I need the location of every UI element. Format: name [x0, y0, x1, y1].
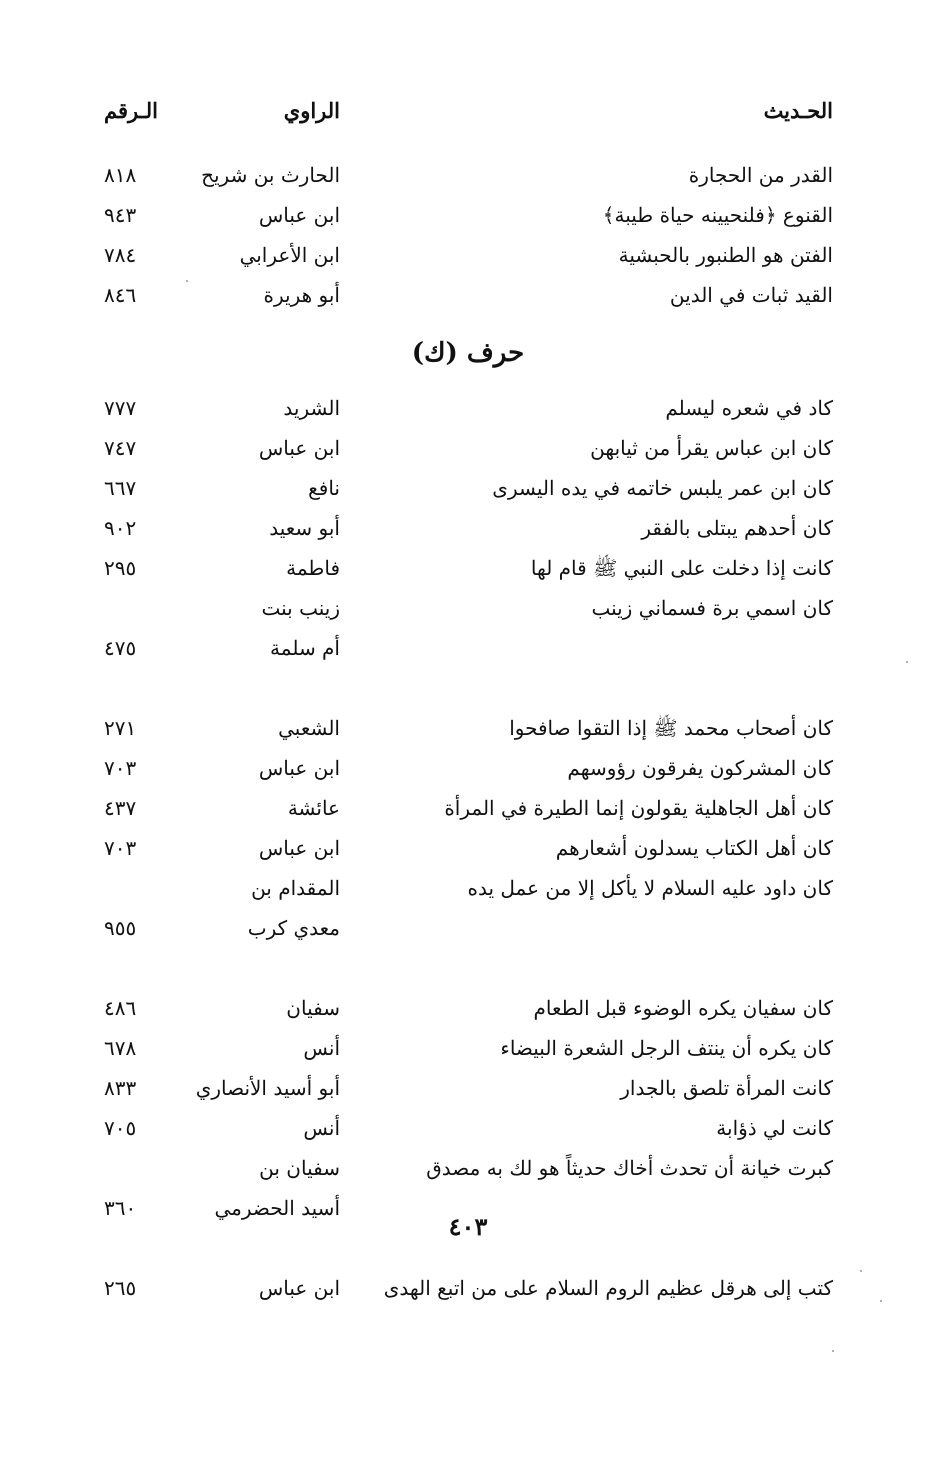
entry-narrator: عائشة	[287, 796, 340, 820]
entry-row	[0, 993, 936, 1033]
entry-narrator: أسيد الحضرمي	[214, 1196, 340, 1220]
entry-row	[0, 513, 936, 553]
entry-hadith: كتب إلى هرقل عظيم الروم السلام على من اتبع الهدى	[383, 1276, 833, 1300]
entry-row	[0, 753, 936, 793]
entry-row	[0, 160, 936, 200]
entry-number: ٤٨٦	[104, 996, 137, 1020]
entry-row	[0, 280, 936, 320]
entry-number: ٧٠٣	[104, 836, 137, 860]
entry-row	[0, 240, 936, 280]
entry-hadith: كان يكره أن ينتف الرجل الشعرة البيضاء	[500, 1036, 833, 1060]
entry-narrator: سفيان بن	[259, 1156, 340, 1180]
entry-narrator: ابن عباس	[258, 436, 340, 460]
entry-narrator: ابن عباس	[258, 836, 340, 860]
entry-narrator: ابن عباس	[258, 1276, 340, 1300]
entry-number: ٧٠٥	[104, 1116, 137, 1140]
entry-row	[0, 1273, 936, 1313]
entry-number: ٩٥٥	[104, 916, 137, 940]
entry-number: ٧٠٣	[104, 756, 137, 780]
entry-row	[0, 1073, 936, 1113]
entry-narrator: أبو أسيد الأنصاري	[195, 1076, 340, 1100]
entry-number: ٧٤٧	[104, 436, 137, 460]
entry-narrator: زينب بنت	[261, 596, 340, 620]
entry-hadith: كان أهل الكتاب يسدلون أشعارهم	[555, 836, 833, 860]
column-headers	[0, 98, 936, 138]
entry-narrator: فاطمة	[286, 556, 340, 580]
entry-row	[0, 593, 936, 633]
entry-narrator: ابن الأعرابي	[239, 243, 340, 267]
entry-row	[0, 1113, 936, 1153]
entry-number: ٩٤٣	[104, 203, 137, 227]
entry-row	[0, 553, 936, 593]
entry-row	[0, 1033, 936, 1073]
entry-hadith: كانت المرأة تلصق بالجدار	[620, 1076, 833, 1100]
header-number: الـرقم	[104, 98, 158, 123]
entry-hadith: كاد في شعره ليسلم	[665, 396, 833, 420]
entry-hadith: كان داود عليه السلام لا يأكل إلا من عمل يده	[467, 876, 833, 900]
entry-hadith: كان أهل الجاهلية يقولون إنما الطيرة في المرأة	[444, 796, 833, 820]
section-title: حرف (ك)	[411, 338, 525, 368]
entry-narrator: أم سلمة	[270, 636, 340, 660]
entry-number: ٩٠٢	[104, 516, 137, 540]
entry-narrator: الشعبي	[278, 716, 340, 740]
scan-speck	[832, 1350, 834, 1352]
entry-hadith: كانت إذا دخلت على النبي ﷺ قام لها	[530, 556, 833, 580]
entry-hadith: القيد ثبات في الدين	[669, 283, 833, 307]
scan-speck	[906, 661, 908, 663]
entry-narrator: الشريد	[283, 396, 340, 420]
entry-row	[0, 913, 936, 953]
entry-narrator: ابن عباس	[258, 203, 340, 227]
entries-group-1	[0, 160, 936, 320]
entries-group-2	[0, 393, 936, 1313]
entry-narrator: سفيان	[286, 996, 340, 1020]
entry-row	[0, 833, 936, 873]
entry-hadith: كان ابن عباس يقرأ من ثيابهن	[590, 436, 833, 460]
entry-narrator: ابن عباس	[258, 756, 340, 780]
entry-row	[0, 673, 936, 713]
entry-number: ٤٧٥	[104, 636, 137, 660]
entry-narrator: الحارث بن شريح	[201, 163, 340, 187]
entry-number: ٢٩٥	[104, 556, 137, 580]
entry-hadith: كبرت خيانة أن تحدث أخاك حديثاً هو لك به مصدق	[426, 1156, 833, 1180]
header-narrator: الراوي	[283, 98, 340, 123]
entry-narrator: أبو سعيد	[269, 516, 340, 540]
entry-number: ٨١٨	[104, 163, 137, 187]
entry-narrator: المقدام بن	[251, 876, 340, 900]
entry-hadith: كان أصحاب محمد ﷺ إذا التقوا صافحوا	[509, 716, 833, 740]
entry-row	[0, 873, 936, 913]
entry-row	[0, 393, 936, 433]
entry-number: ٤٣٧	[104, 796, 137, 820]
scan-speck	[880, 1300, 882, 1302]
scan-speck	[860, 1270, 862, 1272]
header-hadith: الحـديث	[763, 98, 833, 123]
entry-hadith: القدر من الحجارة	[688, 163, 833, 187]
entry-row	[0, 433, 936, 473]
entry-hadith: كان اسمي برة فسماني زينب	[591, 596, 833, 620]
entry-hadith: كان أحدهم يبتلى بالفقر	[641, 516, 833, 540]
entry-narrator: أنس	[303, 1036, 340, 1060]
entry-narrator: معدي كرب	[247, 916, 340, 940]
entry-narrator: أبو هريرة	[263, 283, 340, 307]
entry-number: ٢٦٥	[104, 1276, 137, 1300]
page-number: ٤٠٣	[448, 1212, 488, 1241]
entry-hadith: كان سفيان يكره الوضوء قبل الطعام	[533, 996, 833, 1020]
entry-row	[0, 473, 936, 513]
entry-number: ٨٤٦	[104, 283, 137, 307]
entry-hadith: كان المشركون يفرقون رؤوسهم	[567, 756, 833, 780]
entry-number: ٧٧٧	[104, 396, 137, 420]
entry-number: ٨٣٣	[104, 1076, 137, 1100]
entry-number: ٧٨٤	[104, 243, 137, 267]
entry-row	[0, 1153, 936, 1193]
entry-hadith: كانت لي ذؤابة	[716, 1116, 833, 1140]
entry-row	[0, 200, 936, 240]
entry-number: ٦٦٧	[104, 476, 137, 500]
entry-hadith: كان ابن عمر يلبس خاتمه في يده اليسرى	[492, 476, 833, 500]
entry-narrator: نافع	[308, 476, 340, 500]
entry-number: ٦٧٨	[104, 1036, 137, 1060]
entry-row	[0, 793, 936, 833]
entry-hadith: القنوع ﴿فلنحيينه حياة طيبة﴾	[602, 203, 833, 227]
entry-row	[0, 633, 936, 673]
entry-number: ٢٧١	[104, 716, 137, 740]
scan-speck	[186, 280, 188, 282]
entry-row	[0, 953, 936, 993]
entry-number: ٣٦٠	[104, 1196, 137, 1220]
entry-row	[0, 713, 936, 753]
entry-narrator: أنس	[303, 1116, 340, 1140]
entry-hadith: الفتن هو الطنبور بالحبشية	[618, 243, 833, 267]
